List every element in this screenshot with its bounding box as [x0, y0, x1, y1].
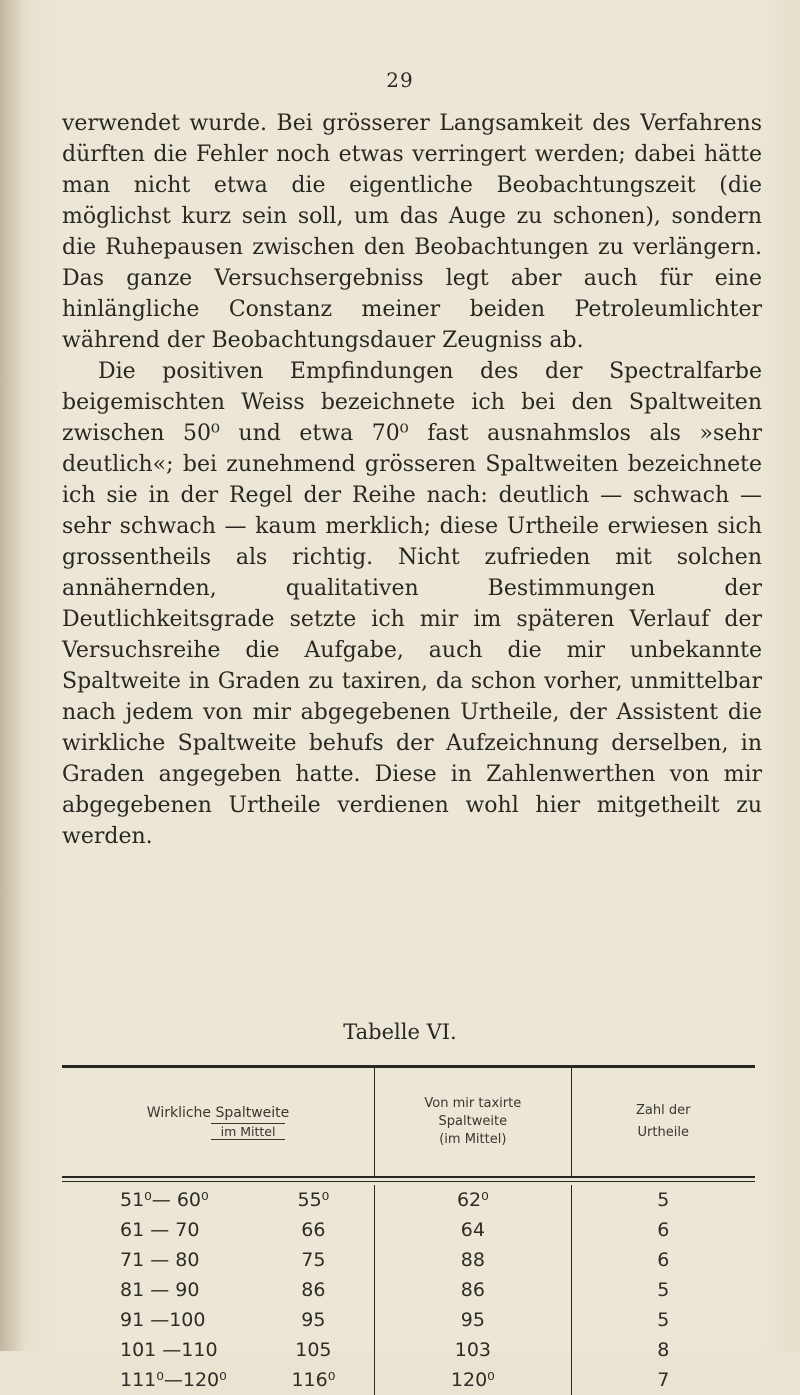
header-wirkliche-spaltweite [62, 1068, 374, 1176]
paragraph: verwendet wurde. Bei grösserer Langsamkeit des Verfahrens dürften die Fehler noch etwas verringert werden; dabei hätte man nicht etwa die eigentliche Beobachtungszeit (die möglichst kurz sein soll, um das Auge zu schonen), sondern die Ruhepausen zwischen den Beobachtungen zu verlängern. Das ganze Versuchsergebniss legt aber auch für eine hinlängliche Constanz meiner beiden Petroleumlichter während der Beobachtungsdauer Zeugniss ab. [62, 111, 762, 353]
cell-range: 91 —100 [120, 1309, 206, 1331]
table-body [62, 1185, 755, 1395]
table-title: Tabelle VI. [343, 1020, 457, 1044]
cell-range: 61 — 70 [120, 1219, 200, 1241]
page-number: 29 [386, 68, 414, 92]
cell-count: 6 [571, 1215, 755, 1245]
cell-range: 51⁰— 60⁰ [120, 1189, 209, 1211]
table-row [62, 1185, 755, 1215]
header-line: Urtheile [637, 1125, 689, 1140]
data-table [62, 1065, 755, 1395]
table-row [62, 1215, 755, 1245]
cell-estimate: 103 [374, 1335, 570, 1365]
table-row [62, 1275, 755, 1305]
cell-estimate: 62⁰ [374, 1185, 570, 1215]
header-sub-label: im Mittel [211, 1123, 286, 1140]
cell-range: 71 — 80 [120, 1249, 200, 1271]
table-row [62, 1245, 755, 1275]
cell-count: 5 [571, 1185, 755, 1215]
cell-estimate: 64 [374, 1215, 570, 1245]
header-line: Zahl der [636, 1103, 691, 1118]
cell-mean: 66 [301, 1219, 326, 1241]
page-spine-shadow [0, 0, 26, 1351]
header-line: Von mir taxirte [424, 1096, 522, 1111]
table-row [62, 1365, 755, 1395]
header-group-label: Wirkliche Spaltweite [146, 1104, 290, 1121]
cell-estimate: 120⁰ [374, 1365, 570, 1395]
cell-mean: 55⁰ [297, 1189, 330, 1211]
header-taxirte-spaltweite [374, 1068, 570, 1176]
cell-mean: 75 [301, 1249, 326, 1271]
cell-range: 81 — 90 [120, 1279, 200, 1301]
table-row [62, 1305, 755, 1335]
cell-estimate: 86 [374, 1275, 570, 1305]
table-row [62, 1335, 755, 1365]
cell-estimate: 95 [374, 1305, 570, 1335]
cell-count: 5 [571, 1275, 755, 1305]
cell-count: 7 [571, 1365, 755, 1395]
cell-range: 101 —110 [120, 1339, 218, 1361]
header-line: Spaltweite [438, 1114, 508, 1129]
cell-range: 111⁰—120⁰ [120, 1369, 227, 1391]
cell-count: 6 [571, 1245, 755, 1275]
paragraph: Die positiven Empfindungen des der Spectralfarbe beigemischten Weiss bezeichnete ich bei den Spaltweiten zwischen 50⁰ und etwa 70⁰ fast ausnahmslos als »sehr deutlich«; bei zunehmend grösseren Spaltweiten bezeichnete ich sie in der Regel der Reihe nach: deutlich — schwach — sehr schwach — kaum merklich; diese Urtheile erwiesen sich grossentheils als richtig. Nicht zufrieden mit solchen annähernden, qualitativen Bestimmungen der Deutlichkeitsgrade setzte ich mir im späteren Verlauf der Versuchsreihe die Aufgabe, auch die mir unbekannte Spaltweite in Graden zu taxiren, da schon vorher, unmittelbar nach jedem von mir abgegebenen Urtheile, der Assistent die wirkliche Spaltweite behufs der Aufzeichnung derselben, in Graden angegeben hatte. Diese in Zahlenwerthen von mir abgegebenen Urtheile verdienen wohl hier mitgetheilt zu werden. [62, 359, 762, 849]
cell-mean: 95 [301, 1309, 326, 1331]
cell-mean: 116⁰ [291, 1369, 336, 1391]
table-header [62, 1068, 755, 1178]
cell-mean: 105 [295, 1339, 332, 1361]
cell-estimate: 88 [374, 1245, 570, 1275]
header-zahl-der-urtheile [571, 1068, 755, 1176]
cell-count: 5 [571, 1305, 755, 1335]
header-line: (im Mittel) [439, 1132, 507, 1147]
cell-mean: 86 [301, 1279, 326, 1301]
cell-count: 8 [571, 1335, 755, 1365]
body-text [62, 108, 762, 852]
